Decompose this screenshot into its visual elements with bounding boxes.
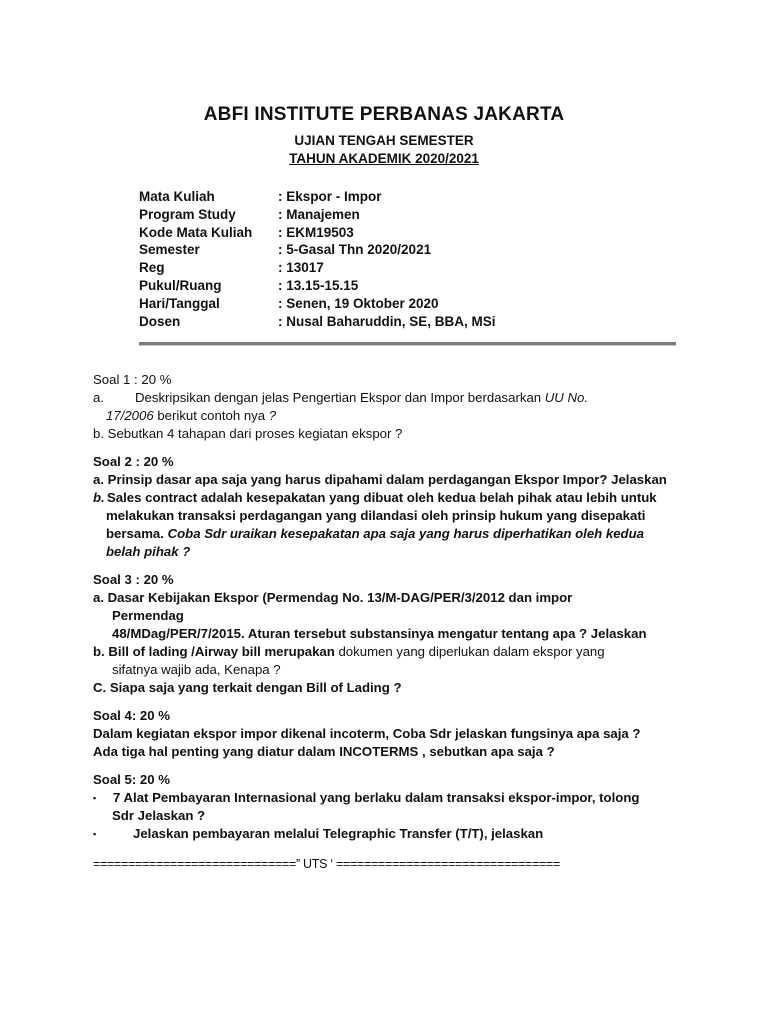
academic-year: TAHUN AKADEMIK 2020/2021 <box>289 151 479 166</box>
soal-2-b-cont: belah pihak ? <box>106 544 191 559</box>
info-row: Mata Kuliah : Ekspor - Impor <box>139 189 382 204</box>
info-row: Reg : 13017 <box>139 260 324 276</box>
info-row: Kode Mata Kuliah : EKM19503 <box>139 224 354 240</box>
soal-3-heading: Soal 3 : 20 % <box>93 572 174 587</box>
soal-5-item: ▪ 7 Alat Pembayaran Internasional yang berlaku dalam transaksi ekspor-impor, tolong <box>93 790 640 805</box>
soal-4-line: Dalam kegiatan ekspor impor dikenal incoterm, Coba Sdr jelaskan fungsinya apa saja ? <box>93 726 641 741</box>
soal-1-heading: Soal 1 : 20 % <box>93 372 172 387</box>
soal-3-b-cont: sifatnya wajib ada, Kenapa ? <box>112 662 281 677</box>
uts-footer: =============================” UTS ‘ ================================ <box>93 857 560 871</box>
soal-3-c: C. Siapa saja yang terkait dengan Bill of Lading ? <box>93 680 402 695</box>
soal-1-b: b. Sebutkan 4 tahapan dari proses kegiatan ekspor ? <box>93 426 403 441</box>
soal-4-heading: Soal 4: 20 % <box>93 708 170 723</box>
soal-3-a-cont: 48/MDag/PER/7/2015. Aturan tersebut substansinya mengatur tentang apa ? Jelaskan <box>112 626 647 641</box>
info-row: Dosen : Nusal Baharuddin, SE, BBA, MSi <box>139 313 496 329</box>
soal-2-b: b. Sales contract adalah kesepakatan yang dibuat oleh kedua belah pihak atau lebih untuk <box>93 490 657 505</box>
soal-1-a-cont: 17/2006 berikut contoh nya ? <box>106 408 277 423</box>
bullet-icon: ▪ <box>93 793 97 803</box>
questions <box>93 371 683 843</box>
info-row: Program Study : Manajemen <box>139 206 360 222</box>
soal-2-b-cont: bersama. Coba Sdr uraikan kesepakatan apa saja yang harus diperhatikan oleh kedua <box>106 526 644 541</box>
soal-2-b-cont: melakukan transaksi perdagangan yang dilandasi oleh prinsip hukum yang disepakati <box>106 508 646 523</box>
soal-3-a-cont: Permendag <box>112 608 184 623</box>
course-info <box>139 188 496 330</box>
institution-title: ABFI INSTITUTE PERBANAS JAKARTA <box>203 104 565 125</box>
soal-5-item-cont: Sdr Jelaskan ? <box>112 808 206 823</box>
info-row: Hari/Tanggal : Senen, 19 Oktober 2020 <box>139 295 439 311</box>
header-divider <box>139 342 676 346</box>
soal-5-heading: Soal 5: 20 % <box>93 772 170 787</box>
soal-2-a: a. Prinsip dasar apa saja yang harus dipahami dalam perdagangan Ekspor Impor? Jelaskan <box>93 472 667 487</box>
soal-4-line: Ada tiga hal penting yang diatur dalam INCOTERMS , sebutkan apa saja ? <box>93 744 555 759</box>
soal-3-b: b. Bill of lading /Airway bill merupakan dokumen yang diperlukan dalam ekspor yang <box>93 644 605 659</box>
info-row: Pukul/Ruang : 13.15-15.15 <box>139 277 359 293</box>
info-row: Semester : 5-Gasal Thn 2020/2021 <box>139 242 432 258</box>
soal-3-a: a. Dasar Kebijakan Ekspor (Permendag No. 13/M-DAG/PER/3/2012 dan impor <box>93 590 573 605</box>
soal-1-a: a. Deskripsikan dengan jelas Pengertian Ekspor dan Impor berdasarkan UU No. <box>93 390 589 405</box>
soal-5-item: ▪ Jelaskan pembayaran melalui Telegraphic Transfer (T/T), jelaskan <box>93 826 544 841</box>
bullet-icon: ▪ <box>93 829 97 839</box>
exam-title: UJIAN TENGAH SEMESTER <box>294 133 474 148</box>
soal-2-heading: Soal 2 : 20 % <box>93 454 174 469</box>
